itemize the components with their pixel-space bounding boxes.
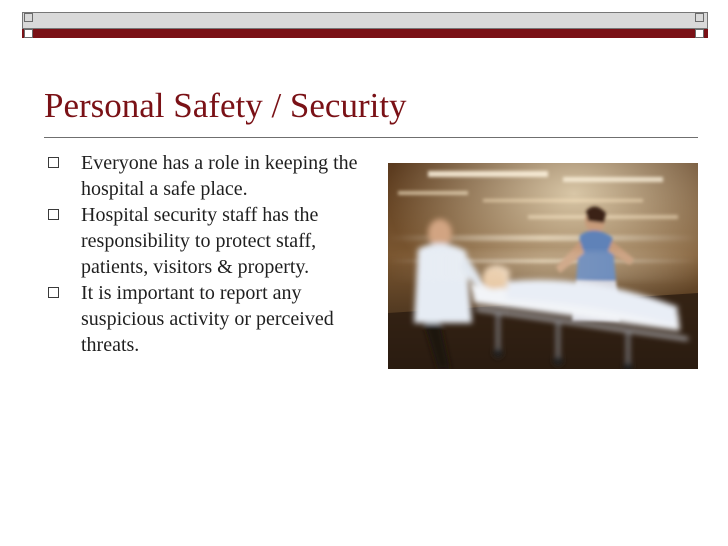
square-bullet-icon: [48, 157, 59, 168]
bullet-text: Everyone has a role in keeping the hospital a safe place.: [81, 152, 358, 200]
square-bullet-icon: [48, 209, 59, 220]
hospital-photo-illustration: [388, 163, 698, 369]
bullet-text: It is important to report any suspicious activity or perceived threats.: [81, 282, 334, 356]
header-red-band: [22, 29, 708, 38]
bullet-item: [44, 280, 364, 358]
corner-square-icon: [24, 29, 33, 38]
hospital-photo: [388, 163, 698, 369]
square-bullet-icon: [48, 287, 59, 298]
title-divider: [44, 137, 698, 138]
slide-title: Personal Safety / Security: [44, 86, 407, 125]
corner-square-icon: [695, 13, 704, 22]
bullet-item: [44, 150, 364, 202]
bullet-list: [44, 150, 364, 358]
corner-square-icon: [695, 29, 704, 38]
header-grey-band: [22, 12, 708, 29]
bullet-item: [44, 202, 364, 280]
bullet-text: Hospital security staff has the responsibility to protect staff, patients, visitors & property.: [81, 204, 319, 278]
header-decoration: [22, 12, 708, 38]
corner-square-icon: [24, 13, 33, 22]
